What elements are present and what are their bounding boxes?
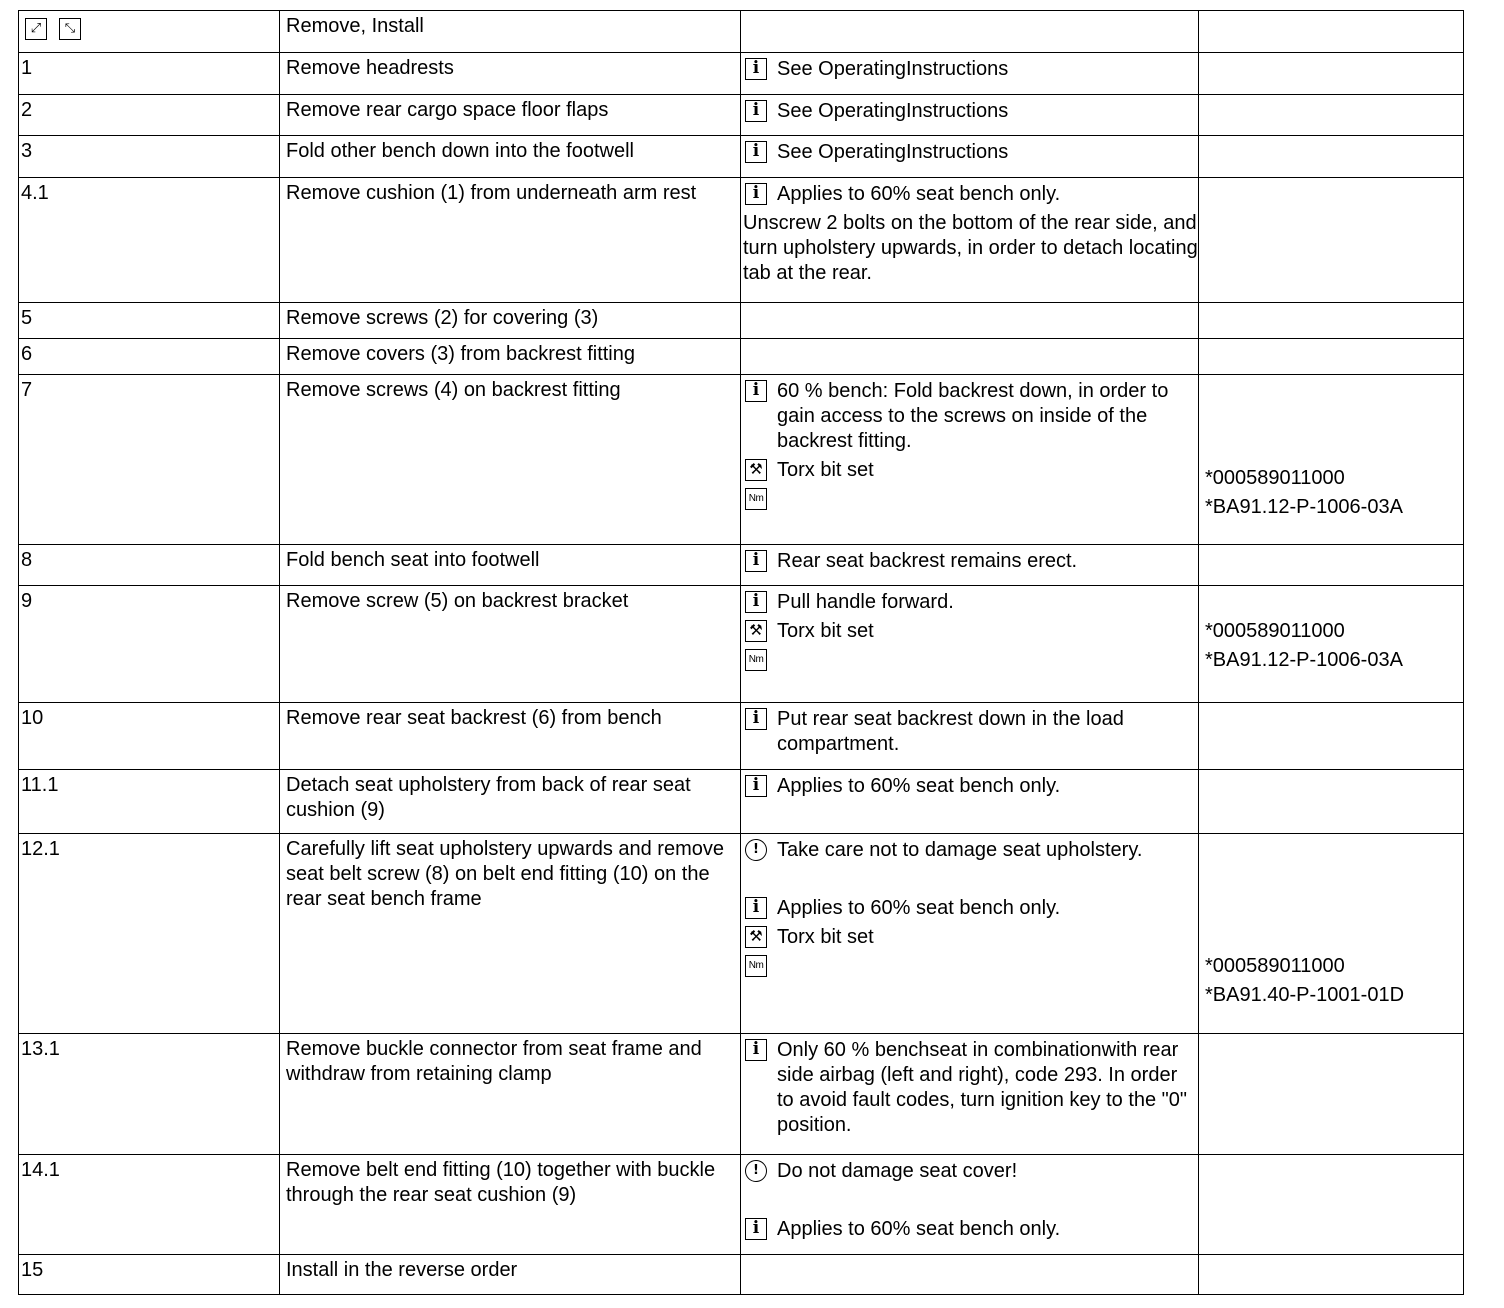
- note-line: [743, 619, 1198, 644]
- step-number-cell: [19, 586, 280, 703]
- note-text: Take care not to damage seat upholstery.: [777, 839, 1143, 861]
- header-empty-cell: [1199, 11, 1464, 53]
- reference-number[interactable]: *000589011000: [1205, 620, 1345, 642]
- table-row: [19, 545, 1464, 586]
- step-action: Remove buckle connector from seat frame and withdraw from retaining clamp: [286, 1038, 702, 1085]
- header-icons-cell: [19, 11, 280, 53]
- note-text: See OperatingInstructions: [777, 100, 1009, 122]
- table-row: [19, 1255, 1464, 1295]
- note-line: [743, 487, 1198, 512]
- reference-cell: [1199, 136, 1464, 178]
- step-number-cell: [19, 1034, 280, 1155]
- reference-cell: [1199, 770, 1464, 834]
- step-number: 5: [21, 307, 33, 329]
- reference-cell: [1199, 586, 1464, 703]
- note-line: [743, 1188, 1198, 1213]
- collapse-arrows-icon[interactable]: ⤡: [59, 18, 81, 40]
- note-text: Applies to 60% seat bench only.: [777, 1218, 1061, 1240]
- step-action-cell: [280, 178, 741, 303]
- note-text: Applies to 60% seat bench only.: [777, 775, 1061, 797]
- info-icon: i: [745, 183, 767, 205]
- step-number: 11.1: [21, 774, 59, 796]
- info-icon: i: [745, 58, 767, 80]
- table-row: [19, 375, 1464, 545]
- table-row: [19, 95, 1464, 136]
- step-action-cell: [280, 703, 741, 770]
- reference-cell: [1199, 53, 1464, 95]
- procedure-table: [18, 10, 1464, 1295]
- info-icon: i: [745, 708, 767, 730]
- reference-cell: [1199, 1155, 1464, 1255]
- step-number-cell: [19, 770, 280, 834]
- note-text: 60 % bench: Fold backrest down, in order to gain access to the screws on inside of the backrest fitting.: [777, 380, 1169, 452]
- note-line: [743, 182, 1198, 207]
- step-action: Fold other bench down into the footwell: [286, 140, 634, 162]
- step-action: Remove belt end fitting (10) together with buckle through the rear seat cushion (9): [286, 1159, 716, 1206]
- info-icon: i: [745, 897, 767, 919]
- reference-number[interactable]: [1205, 379, 1463, 404]
- procedure-table-body: [19, 11, 1464, 1295]
- reference-number[interactable]: [1205, 838, 1463, 863]
- step-notes-cell: [741, 1155, 1199, 1255]
- step-number-cell: [19, 1255, 280, 1295]
- step-notes-cell: [741, 375, 1199, 545]
- note-line: [743, 379, 1198, 454]
- step-action: Remove covers (3) from backrest fitting: [286, 343, 635, 365]
- step-action-cell: [280, 586, 741, 703]
- note-line: [743, 954, 1198, 979]
- reference-number[interactable]: *BA91.12-P-1006-03A: [1205, 649, 1403, 671]
- note-line: [743, 549, 1198, 574]
- step-action: Fold bench seat into footwell: [286, 549, 540, 571]
- step-action-cell: [280, 770, 741, 834]
- page-title: Remove, Install: [286, 15, 424, 37]
- warning-icon: !: [745, 839, 767, 861]
- step-notes-cell: [741, 586, 1199, 703]
- info-icon: i: [745, 1039, 767, 1061]
- warning-icon: !: [745, 1160, 767, 1182]
- torque-nm-icon: Nm: [745, 649, 767, 671]
- step-action: Carefully lift seat upholstery upwards and remove seat belt screw (8) on belt end fitting (10) on the rear seat bench frame: [286, 838, 724, 910]
- step-action-cell: [280, 1255, 741, 1295]
- reference-cell: [1199, 95, 1464, 136]
- reference-cell: [1199, 703, 1464, 770]
- expand-arrows-icon[interactable]: ⤢: [25, 18, 47, 40]
- step-notes-cell: [741, 1034, 1199, 1155]
- table-row: [19, 834, 1464, 1034]
- step-number: 4.1: [21, 182, 49, 204]
- step-action-cell: [280, 303, 741, 339]
- step-number-cell: [19, 1155, 280, 1255]
- step-number-cell: [19, 303, 280, 339]
- note-line: [743, 1159, 1198, 1184]
- note-text: Torx bit set: [777, 926, 874, 948]
- reference-cell: [1199, 1255, 1464, 1295]
- step-number-cell: [19, 136, 280, 178]
- note-text: Torx bit set: [777, 459, 874, 481]
- step-action: Remove screws (2) for covering (3): [286, 307, 599, 329]
- step-notes-cell: [741, 303, 1199, 339]
- step-notes-cell: [741, 95, 1199, 136]
- note-text: Unscrew 2 bolts on the bottom of the rear side, and turn upholstery upwards, in order to detach locating tab at the rear.: [743, 212, 1198, 284]
- table-row: [19, 1034, 1464, 1155]
- reference-cell: [1199, 339, 1464, 375]
- reference-number[interactable]: *000589011000: [1205, 955, 1345, 977]
- info-icon: i: [745, 141, 767, 163]
- table-row: [19, 136, 1464, 178]
- note-line: [743, 458, 1198, 483]
- step-number-cell: [19, 178, 280, 303]
- step-action-cell: [280, 136, 741, 178]
- table-header-row: [19, 11, 1464, 53]
- step-number: 2: [21, 99, 33, 121]
- step-number-cell: [19, 95, 280, 136]
- step-number: 10: [21, 707, 44, 729]
- note-text: Do not damage seat cover!: [777, 1160, 1018, 1182]
- step-action: Remove cushion (1) from underneath arm rest: [286, 182, 697, 204]
- reference-number[interactable]: [1205, 896, 1463, 921]
- reference-number[interactable]: *000589011000: [1205, 467, 1345, 489]
- step-action: Remove screw (5) on backrest bracket: [286, 590, 629, 612]
- step-action: Install in the reverse order: [286, 1259, 518, 1281]
- note-text: Applies to 60% seat bench only.: [777, 183, 1061, 205]
- step-action: Remove rear cargo space floor flaps: [286, 99, 609, 121]
- info-icon: i: [745, 775, 767, 797]
- note-text: Pull handle forward.: [777, 591, 954, 613]
- step-number-cell: [19, 53, 280, 95]
- step-action-cell: [280, 1034, 741, 1155]
- step-action-cell: [280, 339, 741, 375]
- step-number: 6: [21, 343, 33, 365]
- table-row: [19, 703, 1464, 770]
- step-notes-cell: [741, 53, 1199, 95]
- step-number: 1: [21, 57, 33, 79]
- reference-cell: [1199, 303, 1464, 339]
- table-row: [19, 303, 1464, 339]
- step-notes-cell: [741, 136, 1199, 178]
- step-number: 3: [21, 140, 33, 162]
- tool-icon: ⚒: [745, 620, 767, 642]
- step-number: 9: [21, 590, 33, 612]
- reference-number[interactable]: *BA91.12-P-1006-03A: [1205, 496, 1403, 518]
- table-row: [19, 586, 1464, 703]
- tool-icon: ⚒: [745, 459, 767, 481]
- reference-number[interactable]: [1205, 437, 1463, 462]
- note-line: [743, 925, 1198, 950]
- note-line: [743, 774, 1198, 799]
- step-notes-cell: [741, 178, 1199, 303]
- note-line: [743, 211, 1198, 286]
- step-number: 7: [21, 379, 33, 401]
- note-line: [743, 707, 1198, 757]
- step-notes-cell: [741, 545, 1199, 586]
- note-line: [743, 867, 1198, 892]
- info-icon: i: [745, 100, 767, 122]
- table-row: [19, 339, 1464, 375]
- step-number-cell: [19, 545, 280, 586]
- table-row: [19, 770, 1464, 834]
- step-number: 14.1: [21, 1159, 60, 1181]
- reference-number[interactable]: [1205, 408, 1463, 433]
- step-notes-cell: [741, 703, 1199, 770]
- step-action-cell: [280, 375, 741, 545]
- step-number: 8: [21, 549, 33, 571]
- step-number: 12.1: [21, 838, 60, 860]
- reference-number[interactable]: [1205, 590, 1463, 615]
- step-number: 13.1: [21, 1038, 60, 1060]
- step-notes-cell: [741, 339, 1199, 375]
- tool-icon: ⚒: [745, 926, 767, 948]
- note-text: Only 60 % benchseat in combinationwith rear side airbag (left and right), code 293. In order to avoid fault codes, turn ignition key to the "0" position.: [777, 1039, 1187, 1136]
- note-line: [743, 1038, 1198, 1138]
- note-line: [743, 648, 1198, 673]
- note-text: See OperatingInstructions: [777, 58, 1009, 80]
- step-number-cell: [19, 834, 280, 1034]
- reference-number[interactable]: [1205, 867, 1463, 892]
- step-action-cell: [280, 95, 741, 136]
- note-line: [743, 896, 1198, 921]
- note-line: [743, 838, 1198, 863]
- step-notes-cell: [741, 1255, 1199, 1295]
- table-row: [19, 178, 1464, 303]
- torque-nm-icon: Nm: [745, 955, 767, 977]
- step-action: Remove rear seat backrest (6) from bench: [286, 707, 662, 729]
- info-icon: i: [745, 550, 767, 572]
- reference-cell: [1199, 1034, 1464, 1155]
- step-number: 15: [21, 1259, 44, 1281]
- step-number-cell: [19, 703, 280, 770]
- note-text: Torx bit set: [777, 620, 874, 642]
- reference-cell: [1199, 178, 1464, 303]
- reference-cell: [1199, 375, 1464, 545]
- step-action-cell: [280, 1155, 741, 1255]
- reference-cell: [1199, 545, 1464, 586]
- step-action: Remove screws (4) on backrest fitting: [286, 379, 621, 401]
- table-row: [19, 53, 1464, 95]
- note-line: [743, 57, 1198, 82]
- reference-number[interactable]: *BA91.40-P-1001-01D: [1205, 984, 1405, 1006]
- note-line: [743, 1217, 1198, 1242]
- note-line: [743, 99, 1198, 124]
- note-text: See OperatingInstructions: [777, 141, 1009, 163]
- info-icon: i: [745, 591, 767, 613]
- note-text: Put rear seat backrest down in the load compartment.: [777, 708, 1124, 755]
- info-icon: i: [745, 380, 767, 402]
- step-notes-cell: [741, 770, 1199, 834]
- step-number-cell: [19, 339, 280, 375]
- header-title-cell: [280, 11, 741, 53]
- torque-nm-icon: Nm: [745, 488, 767, 510]
- info-icon: i: [745, 1218, 767, 1240]
- note-line: [743, 140, 1198, 165]
- table-row: [19, 1155, 1464, 1255]
- procedure-table-wrapper: [18, 10, 1464, 1295]
- step-action: Remove headrests: [286, 57, 454, 79]
- step-notes-cell: [741, 834, 1199, 1034]
- note-text: Applies to 60% seat bench only.: [777, 897, 1061, 919]
- note-line: [743, 590, 1198, 615]
- step-action-cell: [280, 834, 741, 1034]
- note-text: Rear seat backrest remains erect.: [777, 550, 1078, 572]
- step-action: Detach seat upholstery from back of rear seat cushion (9): [286, 774, 691, 821]
- reference-cell: [1199, 834, 1464, 1034]
- header-empty-cell: [741, 11, 1199, 53]
- reference-number[interactable]: [1205, 925, 1463, 950]
- step-number-cell: [19, 375, 280, 545]
- step-action-cell: [280, 545, 741, 586]
- step-action-cell: [280, 53, 741, 95]
